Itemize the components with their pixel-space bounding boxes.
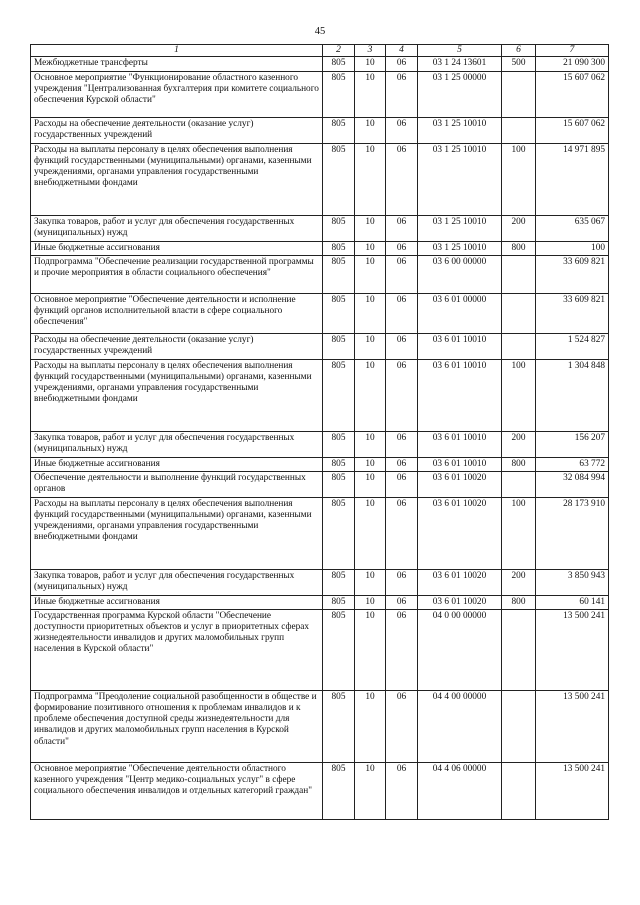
row-target-code: 04 0 00 00000 [418, 610, 502, 691]
row-description: Подпрограмма "Обеспечение реализации государственной программы и прочие мероприятия в области социального обеспечения" [31, 255, 323, 293]
row-subsection-code: 06 [386, 471, 418, 497]
row-ministry-code: 805 [323, 293, 355, 333]
table-row [31, 359, 609, 431]
row-subsection-code: 06 [386, 57, 418, 71]
table-row [31, 763, 609, 820]
row-target-code: 03 6 01 10010 [418, 359, 502, 431]
row-ministry-code: 805 [323, 569, 355, 595]
row-section-code: 10 [355, 143, 386, 215]
row-expense-type: 200 [502, 215, 536, 241]
row-section-code: 10 [355, 497, 386, 569]
row-description: Подпрограмма "Преодоление социальной разобщенности в обществе и формирование позитивного отношения к проблемам инвалидов и к проблеме обеспечения доступной среды жизнедеятельности для инвалидов и других маломобильных групп населения в Курской области" [31, 691, 323, 763]
row-subsection-code: 06 [386, 255, 418, 293]
row-amount: 156 207 [536, 431, 609, 457]
row-subsection-code: 06 [386, 117, 418, 143]
row-subsection-code: 06 [386, 610, 418, 691]
table-row [31, 569, 609, 595]
row-section-code: 10 [355, 333, 386, 359]
row-ministry-code: 805 [323, 610, 355, 691]
row-description: Межбюджетные трансферты [31, 57, 323, 71]
table-row [31, 255, 609, 293]
row-ministry-code: 805 [323, 241, 355, 255]
row-expense-type [502, 610, 536, 691]
row-amount: 635 067 [536, 215, 609, 241]
column-header: 7 [536, 45, 609, 57]
row-ministry-code: 805 [323, 255, 355, 293]
row-amount: 13 500 241 [536, 691, 609, 763]
row-subsection-code: 06 [386, 431, 418, 457]
row-description: Закупка товаров, работ и услуг для обеспечения государственных (муниципальных) нужд [31, 569, 323, 595]
row-expense-type: 800 [502, 595, 536, 609]
row-target-code: 03 6 01 10020 [418, 471, 502, 497]
row-target-code: 03 6 01 00000 [418, 293, 502, 333]
row-subsection-code: 06 [386, 293, 418, 333]
row-target-code: 03 1 25 10010 [418, 117, 502, 143]
row-expense-type [502, 255, 536, 293]
table-row [31, 431, 609, 457]
row-description: Расходы на выплаты персоналу в целях обеспечения выполнения функций государственными (муниципальными) органами, казенными учреждениями, органами управления государственными внебюджетными фондами [31, 143, 323, 215]
row-subsection-code: 06 [386, 569, 418, 595]
row-target-code: 03 1 25 10010 [418, 143, 502, 215]
row-ministry-code: 805 [323, 457, 355, 471]
row-description: Обеспечение деятельности и выполнение функций государственных органов [31, 471, 323, 497]
row-ministry-code: 805 [323, 431, 355, 457]
row-expense-type: 800 [502, 241, 536, 255]
table-row [31, 595, 609, 609]
row-target-code: 03 6 01 10020 [418, 595, 502, 609]
row-ministry-code: 805 [323, 497, 355, 569]
row-amount: 28 173 910 [536, 497, 609, 569]
row-section-code: 10 [355, 610, 386, 691]
row-description: Закупка товаров, работ и услуг для обеспечения государственных (муниципальных) нужд [31, 431, 323, 457]
row-ministry-code: 805 [323, 763, 355, 820]
row-ministry-code: 805 [323, 143, 355, 215]
table-row [31, 57, 609, 71]
row-amount: 63 772 [536, 457, 609, 471]
row-expense-type [502, 293, 536, 333]
row-target-code: 03 1 25 00000 [418, 71, 502, 117]
row-subsection-code: 06 [386, 763, 418, 820]
row-amount: 15 607 062 [536, 71, 609, 117]
row-amount: 13 500 241 [536, 610, 609, 691]
row-target-code: 03 6 00 00000 [418, 255, 502, 293]
row-subsection-code: 06 [386, 691, 418, 763]
table-row [31, 333, 609, 359]
row-description: Расходы на выплаты персоналу в целях обеспечения выполнения функций государственными (муниципальными) органами, казенными учреждениями, органами управления государственными внебюджетными фондами [31, 497, 323, 569]
table-row [31, 215, 609, 241]
row-target-code: 03 6 01 10010 [418, 431, 502, 457]
row-target-code: 03 6 01 10010 [418, 333, 502, 359]
row-target-code: 03 1 25 10010 [418, 215, 502, 241]
row-section-code: 10 [355, 293, 386, 333]
row-ministry-code: 805 [323, 333, 355, 359]
row-subsection-code: 06 [386, 359, 418, 431]
row-expense-type: 200 [502, 569, 536, 595]
row-subsection-code: 06 [386, 241, 418, 255]
table-row [31, 241, 609, 255]
row-ministry-code: 805 [323, 595, 355, 609]
row-description: Расходы на обеспечение деятельности (оказание услуг) государственных учреждений [31, 117, 323, 143]
budget-table [30, 44, 609, 820]
table-row [31, 471, 609, 497]
page-number: 45 [314, 26, 326, 37]
table-row [31, 71, 609, 117]
table-row [31, 293, 609, 333]
row-description: Основное мероприятие "Обеспечение деятельности и исполнение функций органов исполнительной власти в сфере социального обеспечения" [31, 293, 323, 333]
row-subsection-code: 06 [386, 143, 418, 215]
row-section-code: 10 [355, 691, 386, 763]
row-ministry-code: 805 [323, 215, 355, 241]
row-ministry-code: 805 [323, 71, 355, 117]
row-description: Основное мероприятие "Функционирование областного казенного учреждения "Централизованная бухгалтерия при комитете социального обеспечения Курской области" [31, 71, 323, 117]
row-description: Расходы на выплаты персоналу в целях обеспечения выполнения функций государственными (муниципальными) органами, казенными учреждениями, органами управления государственными внебюджетными фондами [31, 359, 323, 431]
row-ministry-code: 805 [323, 471, 355, 497]
table-row [31, 691, 609, 763]
row-section-code: 10 [355, 763, 386, 820]
row-subsection-code: 06 [386, 215, 418, 241]
row-expense-type [502, 117, 536, 143]
row-section-code: 10 [355, 471, 386, 497]
column-header: 1 [31, 45, 323, 57]
row-expense-type [502, 71, 536, 117]
column-header: 5 [418, 45, 502, 57]
row-expense-type: 100 [502, 143, 536, 215]
row-section-code: 10 [355, 57, 386, 71]
row-expense-type [502, 333, 536, 359]
row-description: Иные бюджетные ассигнования [31, 241, 323, 255]
row-ministry-code: 805 [323, 117, 355, 143]
row-section-code: 10 [355, 117, 386, 143]
row-section-code: 10 [355, 457, 386, 471]
table-row [31, 610, 609, 691]
row-subsection-code: 06 [386, 497, 418, 569]
row-expense-type: 800 [502, 457, 536, 471]
row-subsection-code: 06 [386, 457, 418, 471]
table-row [31, 497, 609, 569]
row-amount: 1 304 848 [536, 359, 609, 431]
row-expense-type [502, 763, 536, 820]
row-section-code: 10 [355, 241, 386, 255]
column-header: 6 [502, 45, 536, 57]
row-amount: 60 141 [536, 595, 609, 609]
row-subsection-code: 06 [386, 333, 418, 359]
row-target-code: 03 6 01 10020 [418, 569, 502, 595]
row-expense-type [502, 691, 536, 763]
row-description: Основное мероприятие "Обеспечение деятельности областного казенного учреждения "Центр медико-социальных услуг" в сфере социального обеспечения инвалидов и отдельных категорий граждан" [31, 763, 323, 820]
row-amount: 3 850 943 [536, 569, 609, 595]
row-amount: 1 524 827 [536, 333, 609, 359]
row-amount: 100 [536, 241, 609, 255]
row-amount: 33 609 821 [536, 255, 609, 293]
row-description: Иные бюджетные ассигнования [31, 457, 323, 471]
row-section-code: 10 [355, 569, 386, 595]
row-ministry-code: 805 [323, 359, 355, 431]
row-target-code: 03 1 25 10010 [418, 241, 502, 255]
row-subsection-code: 06 [386, 595, 418, 609]
row-target-code: 04 4 00 00000 [418, 691, 502, 763]
row-description: Расходы на обеспечение деятельности (оказание услуг) государственных учреждений [31, 333, 323, 359]
row-section-code: 10 [355, 255, 386, 293]
column-header: 4 [386, 45, 418, 57]
table-row [31, 143, 609, 215]
row-expense-type [502, 471, 536, 497]
row-description: Иные бюджетные ассигнования [31, 595, 323, 609]
table-row [31, 117, 609, 143]
row-amount: 21 090 300 [536, 57, 609, 71]
row-target-code: 03 6 01 10020 [418, 497, 502, 569]
row-section-code: 10 [355, 359, 386, 431]
row-expense-type: 100 [502, 359, 536, 431]
row-amount: 13 500 241 [536, 763, 609, 820]
row-target-code: 03 1 24 13601 [418, 57, 502, 71]
row-section-code: 10 [355, 71, 386, 117]
row-section-code: 10 [355, 595, 386, 609]
table-row [31, 457, 609, 471]
row-amount: 15 607 062 [536, 117, 609, 143]
row-amount: 32 084 994 [536, 471, 609, 497]
row-expense-type: 500 [502, 57, 536, 71]
row-subsection-code: 06 [386, 71, 418, 117]
row-target-code: 03 6 01 10010 [418, 457, 502, 471]
row-section-code: 10 [355, 215, 386, 241]
row-amount: 33 609 821 [536, 293, 609, 333]
table-header-row [31, 45, 609, 57]
row-description: Государственная программа Курской области "Обеспечение доступности приоритетных объектов и услуг в приоритетных сферах жизнедеятельности инвалидов и других маломобильных групп населения в Курской области" [31, 610, 323, 691]
row-expense-type: 200 [502, 431, 536, 457]
row-amount: 14 971 895 [536, 143, 609, 215]
column-header: 3 [355, 45, 386, 57]
row-ministry-code: 805 [323, 57, 355, 71]
column-header: 2 [323, 45, 355, 57]
row-target-code: 04 4 06 00000 [418, 763, 502, 820]
row-section-code: 10 [355, 431, 386, 457]
row-ministry-code: 805 [323, 691, 355, 763]
row-expense-type: 100 [502, 497, 536, 569]
row-description: Закупка товаров, работ и услуг для обеспечения государственных (муниципальных) нужд [31, 215, 323, 241]
